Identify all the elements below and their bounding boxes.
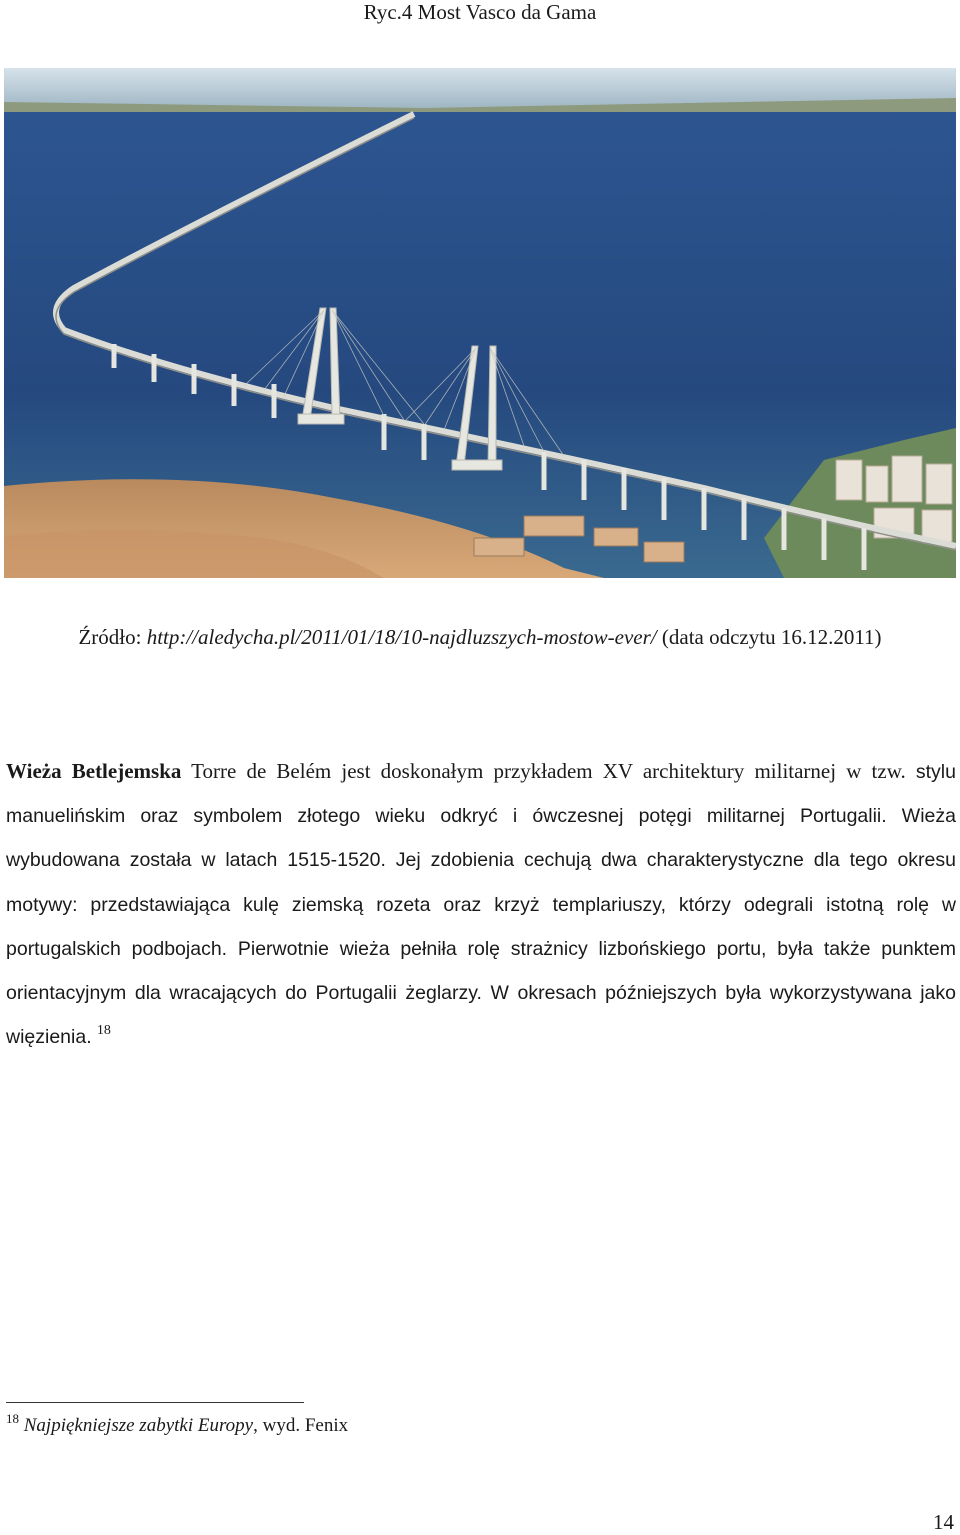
source-date: (data odczytu 16.12.2011) xyxy=(656,625,882,649)
paragraph-text-b: stylu manuelińskim oraz symbolem złotego wieku odkryć i ówczesnej potęgi militarnej Portugalii. Wieża wybudowana została w latach 1515-1520. Jej zdobienia cechują dwa charakterystyczne dla tego okresu motywy: przedstawiająca kulę ziemską rozeta oraz krzyż templariuszy, którzy odegrali istotną rolę w portugalskich podbojach. Pierwotnie wieża pełniła rolę strażnicy lizbońskiego portu, była także punktem orientacyjnym dla wracających do Portugalii żeglarzy. W okresach późniejszych była wykorzystywana jako więzienia. xyxy=(6,761,956,1049)
source-prefix: Źródło: xyxy=(78,625,147,649)
footnote-rest: , wyd. Fenix xyxy=(253,1415,349,1436)
footnote-number: 18 xyxy=(6,1411,19,1426)
source-url[interactable]: http://aledycha.pl/2011/01/18/10-najdluzszych-mostow-ever/ xyxy=(146,625,657,649)
footnote xyxy=(6,1411,349,1438)
paragraph-text-a: Torre de Belém jest doskonałym przykładem XV architektury militarnej w tzw. xyxy=(181,759,916,783)
bridge-photo xyxy=(4,68,956,578)
figure-caption: Ryc.4 Most Vasco da Gama xyxy=(363,0,597,24)
footnote-separator xyxy=(6,1402,304,1403)
page-number: 14 xyxy=(933,1510,954,1534)
footnote-title: Najpiękniejsze zabytki Europy xyxy=(23,1415,254,1436)
footnote-reference[interactable]: 18 xyxy=(96,1023,111,1039)
body-paragraph xyxy=(6,750,956,1059)
paragraph-lead: Wieża Betlejemska xyxy=(6,759,182,783)
image-source xyxy=(40,622,920,652)
